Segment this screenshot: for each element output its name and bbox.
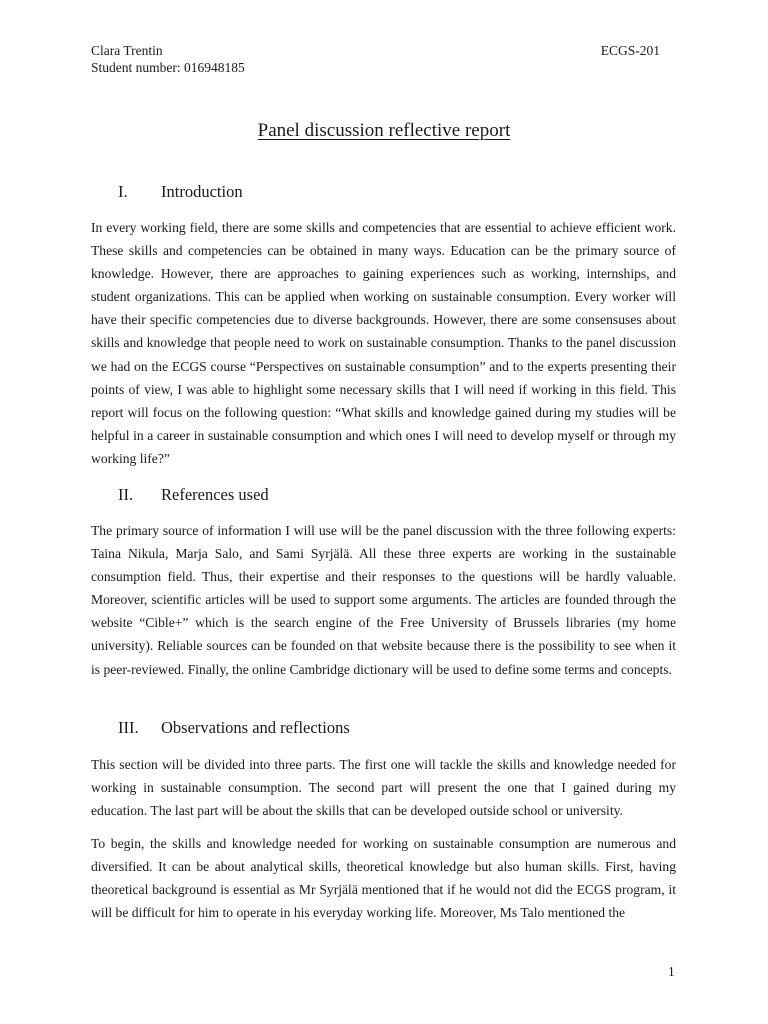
section-title: Observations and reflections <box>161 718 350 737</box>
course-code: ECGS-201 <box>600 43 660 58</box>
document-title: Panel discussion reflective report <box>257 120 511 141</box>
student-number: Student number: 016948185 <box>91 60 245 75</box>
section-heading-observations <box>118 718 350 738</box>
section-heading-introduction <box>118 182 243 202</box>
section-number: II. <box>118 485 134 504</box>
paragraph-observations-skills: To begin, the skills and knowledge needed for working on sustainable consumption are numerous and diversified. It can be about analytical skills, theoretical knowledge but also human skills. First, having theoretical background is essential as Mr Syrjälä mentioned that if he would not did the ECGS program, it will be difficult for him to operate in his everyday working life. Moreover, Ms Talo mentioned the <box>91 836 676 921</box>
paragraph-introduction: In every working field, there are some skills and competencies that are essential to achieve efficient work. These skills and competencies can be obtained in many ways. Education can be the primary source of knowledge. However, there are approaches to gaining experiences such as working, internships, and student organizations. This can be applied when working on sustainable consumption. Every worker will have their specific competencies due to diverse backgrounds. However, there are some consensuses about skills and knowledge that people need to work on sustainable consumption. Thanks to the panel discussion we had on the ECGS course “Perspectives on sustainable consumption” and to the experts presenting their points of view, I was able to highlight some necessary skills that I will need if working in this field. This report will focus on the following question: “What skills and knowledge gained during my studies will be helpful in a career in sustainable consumption and which ones I will need to develop myself or through my working life?” <box>91 220 676 466</box>
author-name: Clara Trentin <box>91 43 163 58</box>
page-header <box>91 42 660 76</box>
section-title: Introduction <box>161 182 243 201</box>
paragraph-observations-intro: This section will be divided into three parts. The first one will tackle the skills and knowledge needed for working in sustainable consumption. The second part will present the one that I gained during my education. The last part will be about the skills that can be developed outside school or university. <box>91 757 676 819</box>
section-number: III. <box>118 718 139 737</box>
section-number: I. <box>118 182 128 201</box>
page-number: 1 <box>668 964 675 979</box>
paragraph-references: The primary source of information I will use will be the panel discussion with the three following experts: Taina Nikula, Marja Salo, and Sami Syrjälä. All these three experts are working in the sustainable consumption field. Thus, their expertise and their responses to the questions will be hardly valuable. Moreover, scientific articles will be used to support some arguments. The articles are founded through the website “Cible+” which is the search engine of the Free University of Brussels libraries (my home university). Reliable sources can be founded on that website because there is the possibility to see when it is peer-reviewed. Finally, the online Cambridge dictionary will be used to define some terms and concepts. <box>91 523 676 677</box>
section-heading-references <box>118 485 269 505</box>
section-title: References used <box>161 485 269 504</box>
